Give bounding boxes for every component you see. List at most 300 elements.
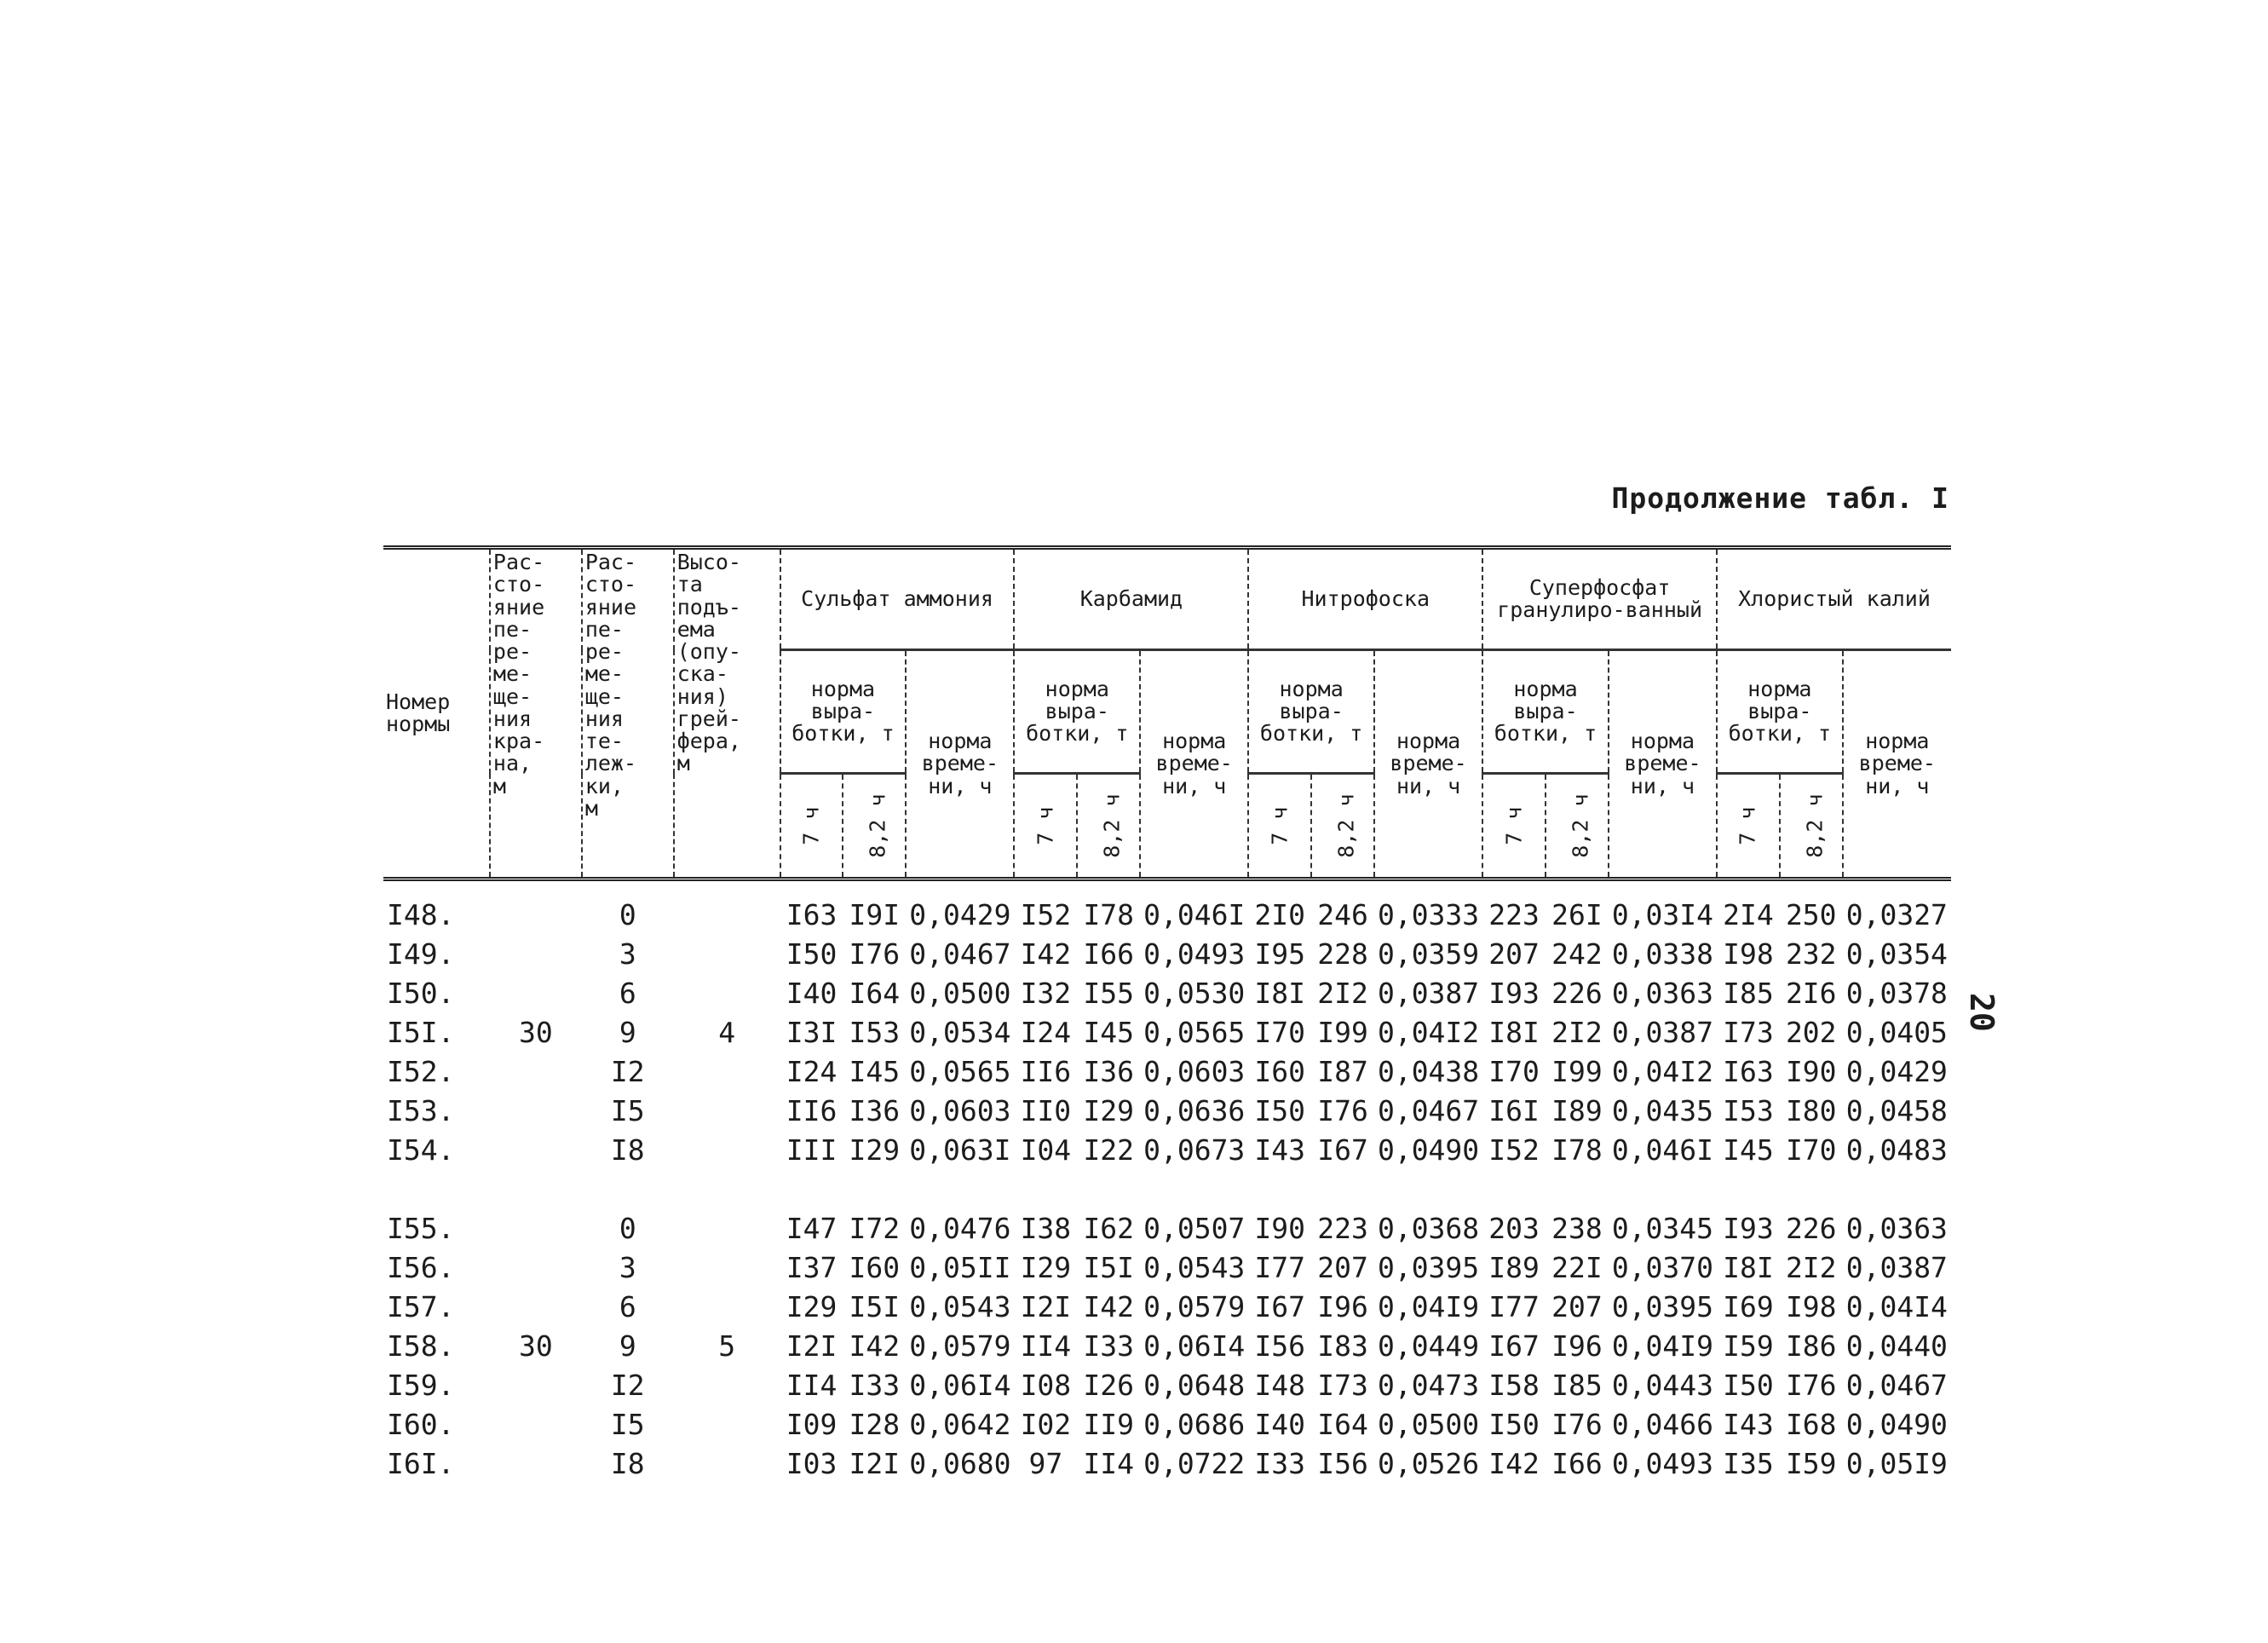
grab-height-cell — [674, 1130, 780, 1169]
time-norm-cell: 0,0429 — [909, 897, 1011, 931]
header-crane-distance: Рас- сто- яние пе- ре- ме- ще- ния кра- на, м — [490, 548, 582, 879]
output-norm-cell: I64 — [849, 976, 901, 1010]
output-norm-cell: I8I — [1723, 1250, 1774, 1284]
output-norm-cell: 2I4 — [1723, 897, 1774, 931]
trolley-distance-cell: 9 — [619, 1329, 636, 1363]
header-time-norm: норма време-ни, ч — [906, 650, 1014, 879]
time-norm-cell: 0,0435 — [1611, 1093, 1714, 1127]
output-norm-cell: I60 — [849, 1250, 901, 1284]
time-norm-cell: 0,06I4 — [1143, 1329, 1246, 1363]
time-norm-cell: 0,0680 — [909, 1446, 1011, 1480]
output-norm-cell: I78 — [1551, 1133, 1603, 1167]
time-norm-cell: 0,0673 — [1143, 1133, 1246, 1167]
time-norm-cell: 0,05II — [909, 1250, 1011, 1284]
crane-distance-cell — [490, 1287, 582, 1326]
output-norm-cell: 207 — [1488, 937, 1540, 971]
output-norm-cell: I03 — [786, 1446, 838, 1480]
output-norm-cell: 203 — [1488, 1211, 1540, 1245]
trolley-distance-cell: 3 — [619, 937, 636, 971]
time-norm-cell: 0,0500 — [1377, 1407, 1480, 1441]
output-norm-cell: 226 — [1551, 976, 1603, 1010]
norm-number-cell: I55. — [387, 1211, 455, 1245]
output-norm-cell: I78 — [1083, 897, 1134, 931]
output-norm-cell: I50 — [1254, 1093, 1306, 1127]
time-norm-cell: 0,0438 — [1377, 1054, 1480, 1088]
output-norm-cell: I35 — [1723, 1446, 1774, 1480]
norm-number-cell: I6I. — [387, 1446, 455, 1480]
output-norm-cell: 97 — [1028, 1446, 1063, 1480]
trolley-distance-cell: I5 — [610, 1093, 645, 1127]
time-norm-cell: 0,0363 — [1845, 1211, 1948, 1245]
output-norm-cell: I85 — [1551, 1368, 1603, 1402]
output-norm-cell: I45 — [1083, 1015, 1134, 1049]
table-caption: Продолжение табл. I — [1611, 481, 1949, 515]
norm-number-cell: I53. — [387, 1093, 455, 1127]
output-norm-cell: 226 — [1785, 1211, 1837, 1245]
trolley-distance-cell: I5 — [610, 1407, 645, 1441]
time-norm-cell: 0,0467 — [1845, 1368, 1948, 1402]
time-norm-cell: 0,0395 — [1611, 1289, 1714, 1323]
page-number: 20 — [1963, 993, 2000, 1032]
output-norm-cell: I52 — [1488, 1133, 1540, 1167]
output-norm-cell: I32 — [1020, 976, 1072, 1010]
output-norm-cell: I47 — [786, 1211, 838, 1245]
time-norm-cell: 0,0603 — [1143, 1054, 1246, 1088]
output-norm-cell: II4 — [1020, 1329, 1072, 1363]
crane-distance-cell — [490, 1444, 582, 1483]
time-norm-cell: 0,0338 — [1611, 937, 1714, 971]
output-norm-cell: I62 — [1083, 1211, 1134, 1245]
output-norm-cell: I73 — [1723, 1015, 1774, 1049]
time-norm-cell: 0,0387 — [1611, 1015, 1714, 1049]
output-norm-cell: I66 — [1551, 1446, 1603, 1480]
time-norm-cell: 0,046I — [1611, 1133, 1714, 1167]
output-norm-cell: I76 — [849, 937, 901, 971]
table-row — [383, 1248, 1951, 1287]
norm-number-cell: I56. — [387, 1250, 455, 1284]
output-norm-cell: I04 — [1020, 1133, 1072, 1167]
time-norm-cell: 0,0530 — [1143, 976, 1246, 1010]
output-norm-cell: I52 — [1020, 897, 1072, 931]
time-norm-cell: 0,05I9 — [1845, 1446, 1948, 1480]
time-norm-cell: 0,0387 — [1377, 976, 1480, 1010]
output-norm-cell: I24 — [1020, 1015, 1072, 1049]
output-norm-cell: I53 — [849, 1015, 901, 1049]
header-shift-8-2h: 8,2 ч — [843, 774, 906, 879]
grab-height-cell — [674, 973, 780, 1012]
output-norm-cell: I63 — [786, 897, 838, 931]
time-norm-cell: 0,0449 — [1377, 1329, 1480, 1363]
norm-number-cell: I5I. — [387, 1015, 455, 1049]
norm-number-cell: I60. — [387, 1407, 455, 1441]
header-time-norm: норма време-ни, ч — [1609, 650, 1717, 879]
header-shift-7h: 7 ч — [1248, 774, 1311, 879]
crane-distance-cell — [490, 973, 582, 1012]
output-norm-cell: I53 — [1723, 1093, 1774, 1127]
output-norm-cell: I36 — [1083, 1054, 1134, 1088]
output-norm-cell: II9 — [1083, 1407, 1134, 1441]
grab-height-cell — [674, 934, 780, 973]
table-row — [383, 1365, 1951, 1404]
output-norm-cell: 202 — [1785, 1015, 1837, 1049]
output-norm-cell: I50 — [1488, 1407, 1540, 1441]
header-product-potassium-chloride: Хлористый калий — [1717, 548, 1951, 650]
output-norm-cell: I96 — [1551, 1329, 1603, 1363]
output-norm-cell: II4 — [1083, 1446, 1134, 1480]
output-norm-cell: I90 — [1785, 1054, 1837, 1088]
time-norm-cell: 0,04I2 — [1611, 1054, 1714, 1088]
header-output-norm: норма выра-ботки, т — [1248, 650, 1374, 774]
trolley-distance-cell: 0 — [619, 1211, 636, 1245]
output-norm-cell: I83 — [1317, 1329, 1368, 1363]
grab-height-cell: 5 — [718, 1329, 736, 1363]
time-norm-cell: 0,0429 — [1845, 1054, 1948, 1088]
output-norm-cell: I58 — [1488, 1368, 1540, 1402]
header-time-norm: норма време-ни, ч — [1374, 650, 1482, 879]
table-row — [383, 1287, 1951, 1326]
time-norm-cell: 0,0440 — [1845, 1329, 1948, 1363]
header-shift-8-2h: 8,2 ч — [1546, 774, 1609, 879]
output-norm-cell: I5I — [1083, 1250, 1134, 1284]
time-norm-cell: 0,0363 — [1611, 976, 1714, 1010]
time-norm-cell: 0,046I — [1143, 897, 1246, 931]
header-product-carbamide: Карбамид — [1014, 548, 1248, 650]
output-norm-cell: I5I — [849, 1289, 901, 1323]
output-norm-cell: I60 — [1254, 1054, 1306, 1088]
group-spacer — [383, 1169, 1951, 1208]
time-norm-cell: 0,0387 — [1845, 1250, 1948, 1284]
output-norm-cell: I67 — [1254, 1289, 1306, 1323]
time-norm-cell: 0,0467 — [909, 937, 1011, 971]
output-norm-cell: I38 — [1020, 1211, 1072, 1245]
header-shift-7h: 7 ч — [780, 774, 843, 879]
output-norm-cell: I77 — [1254, 1250, 1306, 1284]
crane-distance-cell — [490, 934, 582, 973]
output-norm-cell: I56 — [1254, 1329, 1306, 1363]
output-norm-cell: I08 — [1020, 1368, 1072, 1402]
crane-distance-cell: 30 — [518, 1015, 553, 1049]
output-norm-cell: I64 — [1317, 1407, 1368, 1441]
output-norm-cell: 250 — [1785, 897, 1837, 931]
output-norm-cell: I90 — [1254, 1211, 1306, 1245]
output-norm-cell: I26 — [1083, 1368, 1134, 1402]
crane-distance-cell — [490, 1365, 582, 1404]
output-norm-cell: I70 — [1488, 1054, 1540, 1088]
output-norm-cell: I59 — [1723, 1329, 1774, 1363]
output-norm-cell: I76 — [1317, 1093, 1368, 1127]
output-norm-cell: I24 — [786, 1054, 838, 1088]
table-row — [383, 1012, 1951, 1052]
table-row — [383, 879, 1951, 935]
output-norm-cell: II6 — [1020, 1054, 1072, 1088]
output-norm-cell: I33 — [849, 1368, 901, 1402]
header-product-ammonium-sulfate: Сульфат аммония — [780, 548, 1015, 650]
time-norm-cell: 0,0467 — [1377, 1093, 1480, 1127]
time-norm-cell: 0,0354 — [1845, 937, 1948, 971]
time-norm-cell: 0,0473 — [1377, 1368, 1480, 1402]
output-norm-cell: II0 — [1020, 1093, 1072, 1127]
crane-distance-cell — [490, 1091, 582, 1130]
crane-distance-cell — [490, 1248, 582, 1287]
output-norm-cell: 238 — [1551, 1211, 1603, 1245]
header-shift-7h: 7 ч — [1717, 774, 1780, 879]
grab-height-cell — [674, 1208, 780, 1248]
output-norm-cell: I99 — [1551, 1054, 1603, 1088]
output-norm-cell: 22I — [1551, 1250, 1603, 1284]
crane-distance-cell — [490, 1208, 582, 1248]
output-norm-cell: I42 — [849, 1329, 901, 1363]
time-norm-cell: 0,0483 — [1845, 1133, 1948, 1167]
trolley-distance-cell: I8 — [610, 1446, 645, 1480]
time-norm-cell: 0,0466 — [1611, 1407, 1714, 1441]
output-norm-cell: 223 — [1317, 1211, 1368, 1245]
output-norm-cell: I2I — [786, 1329, 838, 1363]
norm-number-cell: I59. — [387, 1368, 455, 1402]
header-time-norm: норма време-ни, ч — [1140, 650, 1248, 879]
time-norm-cell: 0,0493 — [1143, 937, 1246, 971]
time-norm-cell: 0,0458 — [1845, 1093, 1948, 1127]
norm-number-cell: I54. — [387, 1133, 455, 1167]
output-norm-cell: I8I — [1488, 1015, 1540, 1049]
grab-height-cell — [674, 1404, 780, 1444]
output-norm-cell: I6I — [1488, 1093, 1540, 1127]
output-norm-cell: III — [786, 1133, 838, 1167]
output-norm-cell: I28 — [849, 1407, 901, 1441]
output-norm-cell: I22 — [1083, 1133, 1134, 1167]
output-norm-cell: I2I — [849, 1446, 901, 1480]
output-norm-cell: I73 — [1317, 1368, 1368, 1402]
header-trolley-distance: Рас- сто- яние пе- ре- ме- ще- ния те- леж- ки, м — [582, 548, 674, 879]
output-norm-cell: I63 — [1723, 1054, 1774, 1088]
time-norm-cell: 0,0327 — [1845, 897, 1948, 931]
trolley-distance-cell: 6 — [619, 976, 636, 1010]
time-norm-cell: 0,0579 — [909, 1329, 1011, 1363]
table-row — [383, 1404, 1951, 1444]
output-norm-cell: I29 — [1020, 1250, 1072, 1284]
crane-distance-cell — [490, 879, 582, 935]
norms-table — [383, 545, 1951, 1483]
output-norm-cell: I29 — [849, 1133, 901, 1167]
time-norm-cell: 0,0359 — [1377, 937, 1480, 971]
table-row — [383, 934, 1951, 973]
header-output-norm: норма выра-ботки, т — [1717, 650, 1843, 774]
table-row — [383, 1444, 1951, 1483]
grab-height-cell — [674, 879, 780, 935]
output-norm-cell: II4 — [786, 1368, 838, 1402]
time-norm-cell: 0,0526 — [1377, 1446, 1480, 1480]
time-norm-cell: 0,0565 — [909, 1054, 1011, 1088]
time-norm-cell: 0,0370 — [1611, 1250, 1714, 1284]
crane-distance-cell: 30 — [518, 1329, 553, 1363]
table-row — [383, 1052, 1951, 1091]
trolley-distance-cell: 6 — [619, 1289, 636, 1323]
time-norm-cell: 0,0565 — [1143, 1015, 1246, 1049]
output-norm-cell: I29 — [786, 1289, 838, 1323]
output-norm-cell: 228 — [1317, 937, 1368, 971]
norm-number-cell: I48. — [387, 897, 455, 931]
norm-number-cell: I50. — [387, 976, 455, 1010]
time-norm-cell: 0,0493 — [1611, 1446, 1714, 1480]
time-norm-cell: 0,0378 — [1845, 976, 1948, 1010]
time-norm-cell: 0,0405 — [1845, 1015, 1948, 1049]
grab-height-cell — [674, 1444, 780, 1483]
header-product-nitrophoska: Нитрофоска — [1248, 548, 1482, 650]
header-shift-8-2h: 8,2 ч — [1311, 774, 1374, 879]
output-norm-cell: I33 — [1254, 1446, 1306, 1480]
header-grab-height: Высо- та подъ- ема (опу- ска- ния) грей- фера, м — [674, 548, 780, 879]
table-row — [383, 1326, 1951, 1365]
header-output-norm: норма выра-ботки, т — [780, 650, 907, 774]
output-norm-cell: I98 — [1785, 1289, 1837, 1323]
time-norm-cell: 0,04I4 — [1845, 1289, 1948, 1323]
output-norm-cell: I93 — [1723, 1211, 1774, 1245]
time-norm-cell: 0,063I — [909, 1133, 1011, 1167]
output-norm-cell: 2I2 — [1317, 976, 1368, 1010]
output-norm-cell: I36 — [849, 1093, 901, 1127]
trolley-distance-cell: 0 — [619, 897, 636, 931]
time-norm-cell: 0,0500 — [909, 976, 1011, 1010]
output-norm-cell: 207 — [1317, 1250, 1368, 1284]
time-norm-cell: 0,0543 — [909, 1289, 1011, 1323]
grab-height-cell — [674, 1052, 780, 1091]
grab-height-cell — [674, 1091, 780, 1130]
output-norm-cell: I66 — [1083, 937, 1134, 971]
time-norm-cell: 0,0490 — [1377, 1133, 1480, 1167]
trolley-distance-cell: I2 — [610, 1054, 645, 1088]
table-row — [383, 1091, 1951, 1130]
time-norm-cell: 0,0543 — [1143, 1250, 1246, 1284]
header-shift-7h: 7 ч — [1014, 774, 1077, 879]
output-norm-cell: I33 — [1083, 1329, 1134, 1363]
grab-height-cell — [674, 1365, 780, 1404]
time-norm-cell: 0,0648 — [1143, 1368, 1246, 1402]
trolley-distance-cell: I8 — [610, 1133, 645, 1167]
norm-number-cell: I57. — [387, 1289, 455, 1323]
output-norm-cell: I70 — [1254, 1015, 1306, 1049]
output-norm-cell: 2I2 — [1551, 1015, 1603, 1049]
time-norm-cell: 0,0490 — [1845, 1407, 1948, 1441]
time-norm-cell: 0,0722 — [1143, 1446, 1246, 1480]
output-norm-cell: I77 — [1488, 1289, 1540, 1323]
output-norm-cell: I67 — [1488, 1329, 1540, 1363]
output-norm-cell: 207 — [1551, 1289, 1603, 1323]
output-norm-cell: I50 — [786, 937, 838, 971]
table-body — [383, 879, 1951, 1484]
output-norm-cell: I43 — [1254, 1133, 1306, 1167]
output-norm-cell: 2I6 — [1785, 976, 1837, 1010]
header-norm-number: Номер нормы — [383, 548, 490, 879]
time-norm-cell: 0,06I4 — [909, 1368, 1011, 1402]
output-norm-cell: I45 — [849, 1054, 901, 1088]
output-norm-cell: I93 — [1488, 976, 1540, 1010]
time-norm-cell: 0,04I2 — [1377, 1015, 1480, 1049]
grab-height-cell: 4 — [718, 1015, 736, 1049]
output-norm-cell: I70 — [1785, 1133, 1837, 1167]
output-norm-cell: I96 — [1317, 1289, 1368, 1323]
output-norm-cell: I29 — [1083, 1093, 1134, 1127]
trolley-distance-cell: I2 — [610, 1368, 645, 1402]
time-norm-cell: 0,0443 — [1611, 1368, 1714, 1402]
output-norm-cell: I42 — [1488, 1446, 1540, 1480]
time-norm-cell: 0,0579 — [1143, 1289, 1246, 1323]
output-norm-cell: I37 — [786, 1250, 838, 1284]
output-norm-cell: I86 — [1785, 1329, 1837, 1363]
output-norm-cell: I40 — [1254, 1407, 1306, 1441]
time-norm-cell: 0,03I4 — [1611, 897, 1714, 931]
output-norm-cell: I48 — [1254, 1368, 1306, 1402]
table-row — [383, 1208, 1951, 1248]
header-shift-8-2h: 8,2 ч — [1780, 774, 1843, 879]
output-norm-cell: I45 — [1723, 1133, 1774, 1167]
output-norm-cell: I3I — [786, 1015, 838, 1049]
output-norm-cell: I42 — [1083, 1289, 1134, 1323]
output-norm-cell: I50 — [1723, 1368, 1774, 1402]
grab-height-cell — [674, 1287, 780, 1326]
time-norm-cell: 0,0603 — [909, 1093, 1011, 1127]
crane-distance-cell — [490, 1404, 582, 1444]
header-output-norm: норма выра-ботки, т — [1482, 650, 1609, 774]
output-norm-cell: I72 — [849, 1211, 901, 1245]
output-norm-cell: 26I — [1551, 897, 1603, 931]
output-norm-cell: I68 — [1785, 1407, 1837, 1441]
output-norm-cell: I85 — [1723, 976, 1774, 1010]
time-norm-cell: 0,0686 — [1143, 1407, 1246, 1441]
output-norm-cell: I09 — [786, 1407, 838, 1441]
time-norm-cell: 0,0507 — [1143, 1211, 1246, 1245]
grab-height-cell — [674, 1248, 780, 1287]
output-norm-cell: 223 — [1488, 897, 1540, 931]
output-norm-cell: I89 — [1551, 1093, 1603, 1127]
table-row — [383, 1130, 1951, 1169]
time-norm-cell: 0,0333 — [1377, 897, 1480, 931]
output-norm-cell: I8I — [1254, 976, 1306, 1010]
output-norm-cell: 242 — [1551, 937, 1603, 971]
output-norm-cell: I76 — [1551, 1407, 1603, 1441]
output-norm-cell: I43 — [1723, 1407, 1774, 1441]
output-norm-cell: I40 — [786, 976, 838, 1010]
output-norm-cell: I67 — [1317, 1133, 1368, 1167]
time-norm-cell: 0,0636 — [1143, 1093, 1246, 1127]
time-norm-cell: 0,0368 — [1377, 1211, 1480, 1245]
output-norm-cell: I02 — [1020, 1407, 1072, 1441]
output-norm-cell: I98 — [1723, 937, 1774, 971]
output-norm-cell: I2I — [1020, 1289, 1072, 1323]
time-norm-cell: 0,04I9 — [1611, 1329, 1714, 1363]
output-norm-cell: I80 — [1785, 1093, 1837, 1127]
trolley-distance-cell: 3 — [619, 1250, 636, 1284]
norm-number-cell: I52. — [387, 1054, 455, 1088]
output-norm-cell: I9I — [849, 897, 901, 931]
time-norm-cell: 0,0395 — [1377, 1250, 1480, 1284]
time-norm-cell: 0,0642 — [909, 1407, 1011, 1441]
norm-number-cell: I49. — [387, 937, 455, 971]
output-norm-cell: I95 — [1254, 937, 1306, 971]
output-norm-cell: I42 — [1020, 937, 1072, 971]
header-time-norm: норма време-ни, ч — [1843, 650, 1951, 879]
time-norm-cell: 0,0534 — [909, 1015, 1011, 1049]
output-norm-cell: I99 — [1317, 1015, 1368, 1049]
trolley-distance-cell: 9 — [619, 1015, 636, 1049]
output-norm-cell: I76 — [1785, 1368, 1837, 1402]
output-norm-cell: II6 — [786, 1093, 838, 1127]
output-norm-cell: 232 — [1785, 937, 1837, 971]
header-product-superphosphate: Суперфосфат гранулиро-ванный — [1482, 548, 1717, 650]
crane-distance-cell — [490, 1052, 582, 1091]
output-norm-cell: 246 — [1317, 897, 1368, 931]
output-norm-cell: 2I0 — [1254, 897, 1306, 931]
output-norm-cell: I59 — [1785, 1446, 1837, 1480]
norm-number-cell: I58. — [387, 1329, 455, 1363]
